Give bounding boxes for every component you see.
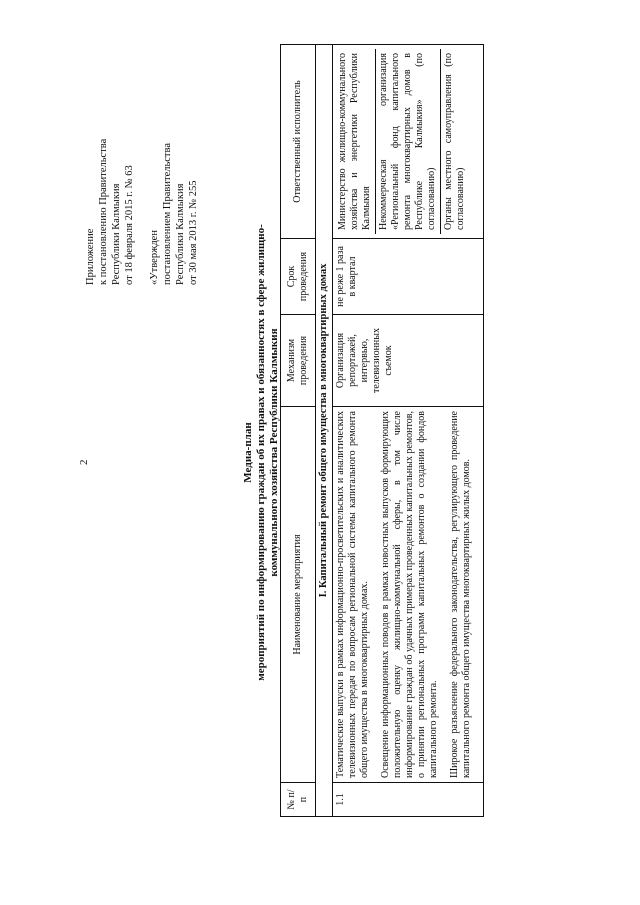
appendix-line: к постановлению Правительства [98, 138, 109, 285]
table-row [333, 45, 484, 817]
approved-line: Республики Калмыкия [175, 183, 186, 285]
header-term: Срок проведения [281, 239, 316, 315]
responsible-item: Министерство жилищно-коммунального хозяйства и энергетики Республики Калмыкия [335, 49, 376, 234]
approved-line: постановлением Правительства [162, 142, 173, 285]
page-number: 2 [78, 459, 90, 465]
section-row [316, 45, 333, 817]
spacer [136, 25, 148, 285]
header-activity: Наименование мероприятия [281, 407, 316, 783]
row-number: 1.1 [333, 783, 484, 817]
appendix-line: Республики Калмыкия [111, 183, 122, 285]
document-heading [242, 0, 281, 905]
header-mechanism: Механизм проведения [281, 315, 316, 407]
section-title: I. Капитальный ремонт общего имущества в многоквартирных домах [316, 45, 333, 817]
table-header-row [281, 45, 316, 817]
term-cell: не реже 1 раза в квартал [333, 239, 484, 315]
mechanism-cell: Организация репортажей, интервью, телевизионных съемок [333, 315, 484, 407]
activity-text: Освещение информационных поводов в рамках новостных выпусков формирующих положительную оценку жилищно-коммунальной сферы, в том числе информирование граждан об удачных примерах проведенных капитальных ремонтов, о принятии региональных программ капитальных ремонтов о создании фондов капитального ремонта. [380, 411, 439, 778]
activity-text: Широкое разъяснение федерального законодательства, регулирующего проведение капитального ремонта общего имущества многоквартирных жилых домов. [449, 411, 472, 778]
approval-block [84, 25, 200, 285]
activity-text: Тематические выпуски в рамках информационно-просветительских и аналитических телевизионных передач по вопросам региональной системы капитального ремонта общего имущества в многоквартирных домах. [335, 411, 370, 778]
appendix-line: от 18 февраля 2015 г. № 63 [124, 165, 135, 285]
media-plan-table [280, 44, 484, 817]
document-title: Медиа-план [242, 422, 254, 483]
appendix-line: Приложение [85, 228, 96, 285]
approved-line: от 30 мая 2013 г. № 255 [188, 180, 199, 285]
responsible-item: Некоммерческая организация «Региональный фонд капитального ремонта многоквартирных домов в Республике Калмыкия» (по согласованию) [376, 49, 441, 234]
approved-line: «Утвержден [149, 230, 160, 285]
activity-cell [333, 407, 484, 783]
responsible-cell [333, 45, 484, 239]
header-responsible: Ответственный исполнитель [281, 45, 316, 239]
header-number: № п/п [281, 783, 316, 817]
responsible-item: Органы местного самоуправления (по согласованию) [443, 53, 466, 230]
document-subtitle: мероприятий по информированию граждан об их правах и обязанностях в сфере жилищно-коммунального хозяйства Республики Калмыкия [255, 224, 280, 681]
